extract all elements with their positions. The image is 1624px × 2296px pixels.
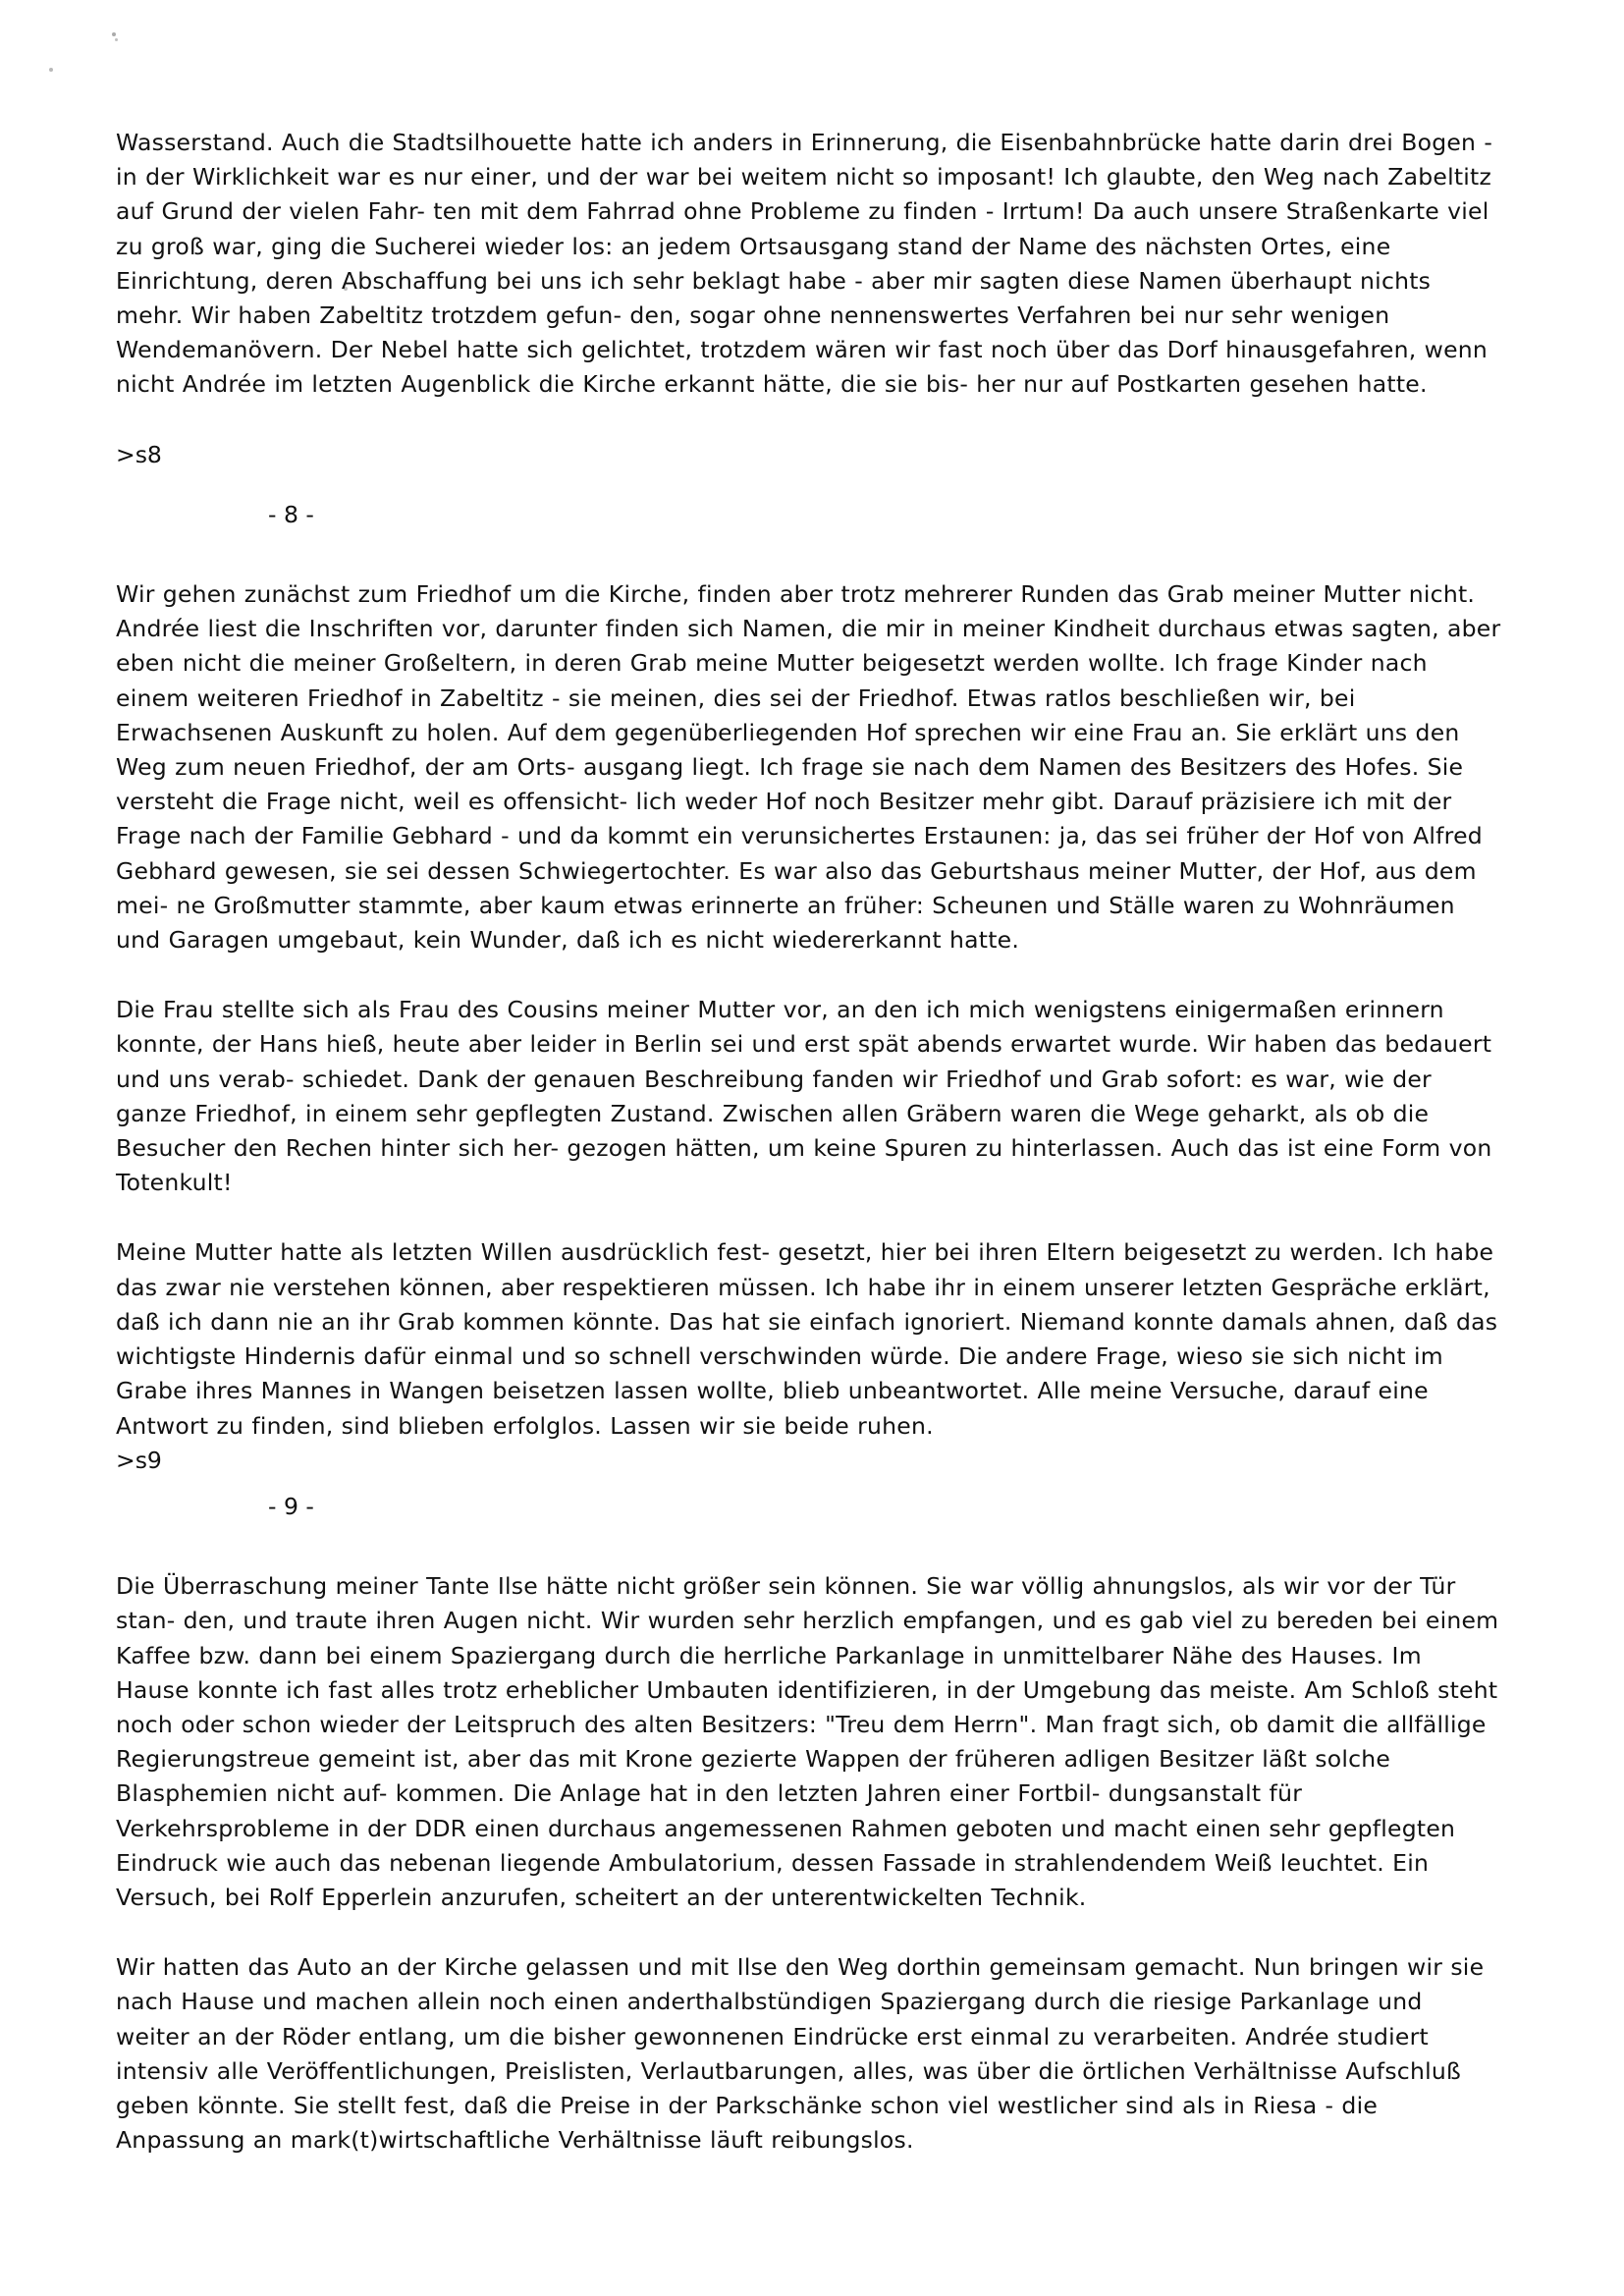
scan-speckle-icon	[112, 32, 116, 36]
page-number-8: - 8 -	[268, 500, 314, 528]
body-paragraph-4: Meine Mutter hatte als letzten Willen ausdrücklich fest- gesetzt, hier bei ihren Eltern beigesetzt zu werden. Ich habe das zwar nie verstehen können, aber respektieren müssen. Ich habe ihr in einem unserer letzten Gespräche erklärt, daß ich dann nie an ihr Grab kommen könnte. Das hat sie einfach ignoriert. Niemand konnte damals ahnen, daß das wichtigste Hindernis dafür einmal und so schnell verschwinden würde. Die andere Frage, wieso sie sich nicht im Grabe ihres Mannes in Wangen beisetzen lassen wollte, blieb unbeantwortet. Alle meine Versuche, darauf eine Antwort zu finden, sind blieben erfolglos. Lassen wir sie beide ruhen.	[116, 1238, 1498, 1440]
body-paragraph-3: Die Frau stellte sich als Frau des Cousins meiner Mutter vor, an den ich mich wenigstens einigermaßen erinnern konnte, der Hans hieß, heute aber leider in Berlin sei und erst spät abends erwartet wurde. Wir haben das bedauert und uns verab- schiedet. Dank der genauen Beschreibung fanden wir Friedhof und Grab sofort: es war, wie der ganze Friedhof, in einem sehr gepflegten Zustand. Zwischen allen Gräbern waren die Wege geharkt, als ob die Besucher den Rechen hinter sich her- gezogen hätten, um keine Spuren zu hinterlassen. Auch das ist eine Form von Totenkult!	[116, 996, 1492, 1197]
spacer	[116, 472, 1502, 498]
section-marker-s8: >s8	[116, 440, 162, 468]
spacer	[116, 1478, 1502, 1490]
body-paragraph-1: Wasserstand. Auch die Stadtsilhouette hatte ich anders in Erinnerung, die Eisenbahnbrücke hatte darin drei Bogen - in der Wirklichkeit war es nur einer, und der war bei weitem nicht so imposant! Ich glaubte, den Weg nach Zabeltitz auf Grund der vielen Fahr- ten mit dem Fahrrad ohne Probleme zu finden - Irrtum! Da auch unsere Straßenkarte viel zu groß war, ging die Sucherei wieder los: an jedem Ortsausgang stand der Name des nächsten Ortes, eine Einrichtung, deren Abschaffung bei uns ich sehr beklagt habe - aber mir sagten diese Namen überhaupt nichts mehr. Wir haben Zabeltitz trotzdem gefun- den, sogar ohne nennenswertes Verfahren bei nur sehr wenigen Wendemanövern. Der Nebel hatte sich gelichtet, trotzdem wären wir fast noch über das Dorf hinausgefahren, wenn nicht Andrée im letzten Augenblick die Kirche erkannt hätte, die sie bis- her nur auf Postkarten gesehen hatte.	[116, 129, 1493, 399]
page-text-column	[116, 126, 1502, 2193]
scan-speckle-icon	[115, 38, 118, 41]
section-marker-s9: >s9	[116, 1446, 162, 1474]
body-paragraph-6: Wir hatten das Auto an der Kirche gelassen und mit Ilse den Weg dorthin gemeinsam gemacht. Nun bringen wir sie nach Hause und machen allein noch einen anderthalbstündigen Spaziergang durch die riesige Parkanlage und weiter an der Röder entlang, um die bisher gewonnenen Eindrücke erst einmal zu verarbeiten. Andrée studiert intensiv alle Veröffentlichungen, Preislisten, Verlautbarungen, alles, was über die örtlichen Verhältnisse Aufschluß geben könnte. Sie stellt fest, daß die Preise in der Parkschänke schon viel westlicher sind als in Riesa - die Anpassung an mark(t)wirtschaftliche Verhältnisse läuft reibungslos.	[116, 1953, 1485, 2155]
body-paragraph-5: Die Überraschung meiner Tante Ilse hätte nicht größer sein können. Sie war völlig ahnungslos, als wir vor der Tür stan- den, und traute ihren Augen nicht. Wir wurden sehr herzlich empfangen, und es gab viel zu bereden bei einem Kaffee bzw. dann bei einem Spaziergang durch die herrliche Parkanlage in unmittelbarer Nähe des Hauses. Im Hause konnte ich fast alles trotz erheblicher Umbauten identifizieren, in der Umgebung das meiste. Am Schloß steht noch oder schon wieder der Leitspruch des alten Besitzers: "Treu dem Herrn". Man fragt sich, ob damit die allfällige Regierungstreue gemeint ist, aber das mit Krone gezierte Wappen der früheren adligen Besitzer läßt solche Blasphemien nicht auf- kommen. Die Anlage hat in den letzten Jahren einer Fortbil- dungsanstalt für Verkehrsprobleme in der DDR einen durchaus angemessenen Rahmen geboten und macht einen sehr gepflegten Eindruck wie auch das nebenan liegende Ambulatorium, dessen Fassade in strahlendendem Weiß leuchtet. Ein Versuch, bei Rolf Epperlein anzurufen, scheitert an der unterentwickelten Technik.	[116, 1572, 1499, 1911]
spacer	[116, 1524, 1502, 1569]
body-paragraph-2: Wir gehen zunächst zum Friedhof um die Kirche, finden aber trotz mehrerer Runden das Grab meiner Mutter nicht. Andrée liest die Inschriften vor, darunter finden sich Namen, die mir in meiner Kindheit durchaus etwas sagten, aber eben nicht die meiner Großeltern, in deren Grab meine Mutter beigesetzt werden wollte. Ich frage Kinder nach einem weiteren Friedhof in Zabeltitz - sie meinen, dies sei der Friedhof. Etwas ratlos beschließen wir, bei Erwachsenen Auskunft zu holen. Auf dem gegenüberliegenden Hof sprechen wir eine Frau an. Sie erklärt uns den Weg zum neuen Friedhof, der am Orts- ausgang liegt. Ich frage sie nach dem Namen des Besitzers des Hofes. Sie versteht die Frage nicht, weil es offensicht- lich weder Hof noch Besitzer mehr gibt. Darauf präzisiere ich mit der Frage nach der Familie Gebhard - und da kommt ein verunsichertes Erstaunen: ja, das sei früher der Hof von Alfred Gebhard gewesen, sie sei dessen Schwiegertochter. Es war also das Geburtshaus meiner Mutter, der Hof, aus dem mei- ne Großmutter stammte, aber kaum etwas erinnerte an früher: Scheunen und Ställe waren zu Wohnräumen und Garagen umgebaut, kein Wunder, daß ich es nicht wiedererkannt hatte.	[116, 580, 1501, 955]
spacer	[116, 532, 1502, 577]
scan-speckle-icon	[49, 68, 53, 72]
page-number-9: - 9 -	[268, 1492, 314, 1520]
